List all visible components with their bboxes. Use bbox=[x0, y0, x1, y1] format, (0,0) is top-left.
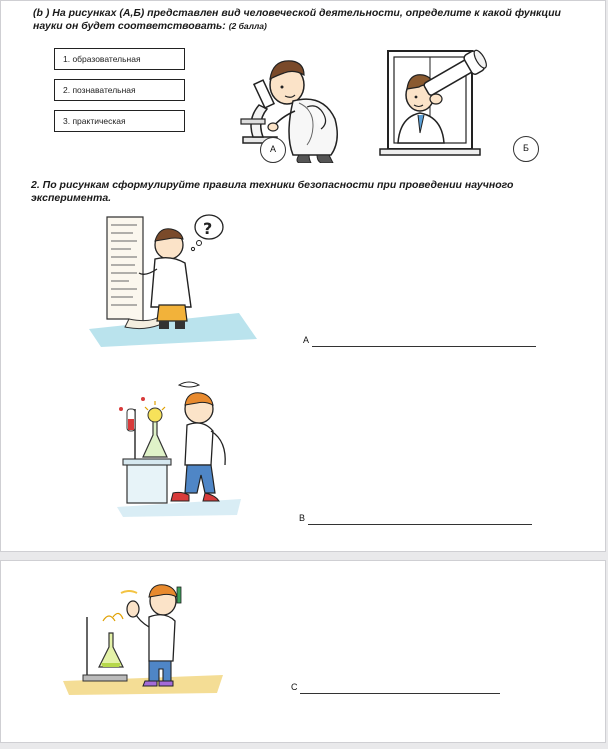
answer-a-line[interactable] bbox=[312, 346, 536, 347]
task-b-heading bbox=[33, 7, 593, 33]
telescope-window-illustration bbox=[374, 39, 496, 163]
worksheet-page-2 bbox=[0, 560, 606, 743]
option-box-2: 2. познавательная bbox=[54, 79, 185, 101]
answer-b-label: В bbox=[299, 513, 306, 523]
task-2-heading: 2. По рисункам сформулируйте правила техники безопасности при проведении научного эксперимента. bbox=[31, 179, 514, 204]
image-label-b: Б bbox=[513, 136, 539, 162]
answer-b-line[interactable] bbox=[308, 524, 532, 525]
flask-experiment-illustration bbox=[113, 379, 245, 519]
answer-b bbox=[299, 513, 539, 527]
answer-a bbox=[303, 335, 539, 349]
task-b-heading-text: (b ) На рисунках (А,Б) представлен вид человеческой деятельности, определите к какой функции науки он будет соответствовать: bbox=[33, 7, 561, 32]
svg-text:?: ? bbox=[203, 219, 213, 238]
answer-c-line[interactable] bbox=[300, 693, 500, 694]
image-label-a: А bbox=[260, 137, 286, 163]
answer-c-label: С bbox=[291, 682, 298, 692]
option-box-1: 1. образовательная bbox=[54, 48, 185, 70]
answer-c bbox=[291, 682, 505, 696]
instruction-scroll-illustration bbox=[89, 209, 257, 347]
task-b-points: (2 балла) bbox=[228, 21, 267, 31]
scientist-microscope-illustration bbox=[229, 41, 349, 163]
answer-a-label: А bbox=[303, 335, 310, 345]
option-box-3: 3. практическая bbox=[54, 110, 185, 132]
burner-caution-illustration bbox=[63, 577, 231, 695]
